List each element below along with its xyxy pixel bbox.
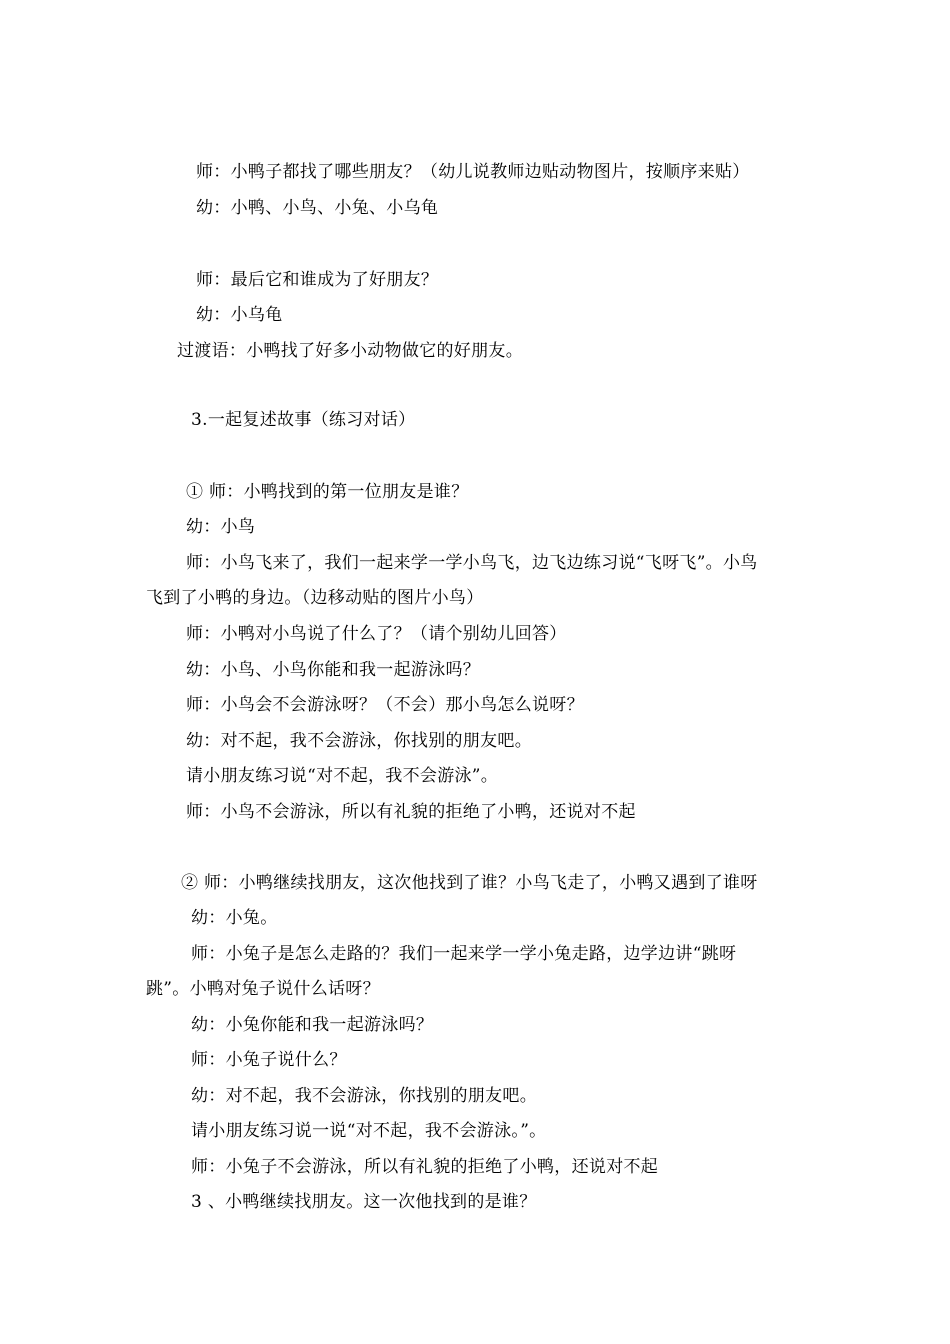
text-line: 幼：小鸭、小鸟、小兔、小乌龟 [196, 198, 439, 218]
text-line: ① 师：小鸭找到的第一位朋友是谁？ [186, 482, 469, 502]
text-line: 幼：小鸟 [186, 517, 256, 537]
text-line: 师：小兔子说什么？ [191, 1050, 347, 1070]
text-line: 师：最后它和谁成为了好朋友？ [196, 270, 439, 290]
text-line: 师：小鸟飞来了，我们一起来学一学小鸟飞，边飞边练习说“飞呀飞”。小鸟 [186, 553, 758, 573]
section-heading: 3.一起复述故事（练习对话） [191, 410, 416, 430]
text-line: ② 师：小鸭继续找朋友，这次他找到了谁？小鸟飞走了，小鸭又遇到了谁呀 [181, 873, 758, 893]
text-line: 师：小鸟会不会游泳呀？（不会）那小鸟怎么说呀？ [186, 695, 584, 715]
text-line: 师：小鸭对小鸟说了什么了？（请个别幼儿回答） [186, 624, 567, 644]
text-line: 幼：小乌龟 [196, 305, 283, 325]
text-line: 请小朋友练习说“对不起，我不会游泳”。 [186, 766, 499, 786]
text-line: 幼：对不起，我不会游泳，你找别的朋友吧。 [191, 1086, 537, 1106]
text-line: 师：小鸭子都找了哪些朋友？（幼儿说教师边贴动物图片，按顺序来贴） [196, 162, 750, 182]
text-line: 幼：对不起，我不会游泳，你找别的朋友吧。 [186, 731, 532, 751]
text-line: 3 、小鸭继续找朋友。这一次他找到的是谁？ [191, 1192, 537, 1212]
text-line: 幼：小兔你能和我一起游泳吗？ [191, 1015, 434, 1035]
text-line: 过渡语：小鸭找了好多小动物做它的好朋友。 [177, 341, 523, 361]
text-line: 幼：小兔。 [191, 908, 278, 928]
text-line: 跳”。小鸭对兔子说什么话呀？ [146, 979, 380, 999]
text-line: 飞到了小鸭的身边。（边移动贴的图片小鸟） [146, 588, 484, 608]
text-line: 幼：小鸟、小鸟你能和我一起游泳吗？ [186, 660, 481, 680]
text-line: 师：小鸟不会游泳，所以有礼貌的拒绝了小鸭，还说对不起 [186, 802, 636, 822]
text-line: 师：小兔子是怎么走路的？我们一起来学一学小兔走路，边学边讲“跳呀 [191, 944, 737, 964]
text-line: 师：小兔子不会游泳，所以有礼貌的拒绝了小鸭，还说对不起 [191, 1157, 659, 1177]
text-line: 请小朋友练习说一说“对不起，我不会游泳。”。 [191, 1121, 547, 1141]
